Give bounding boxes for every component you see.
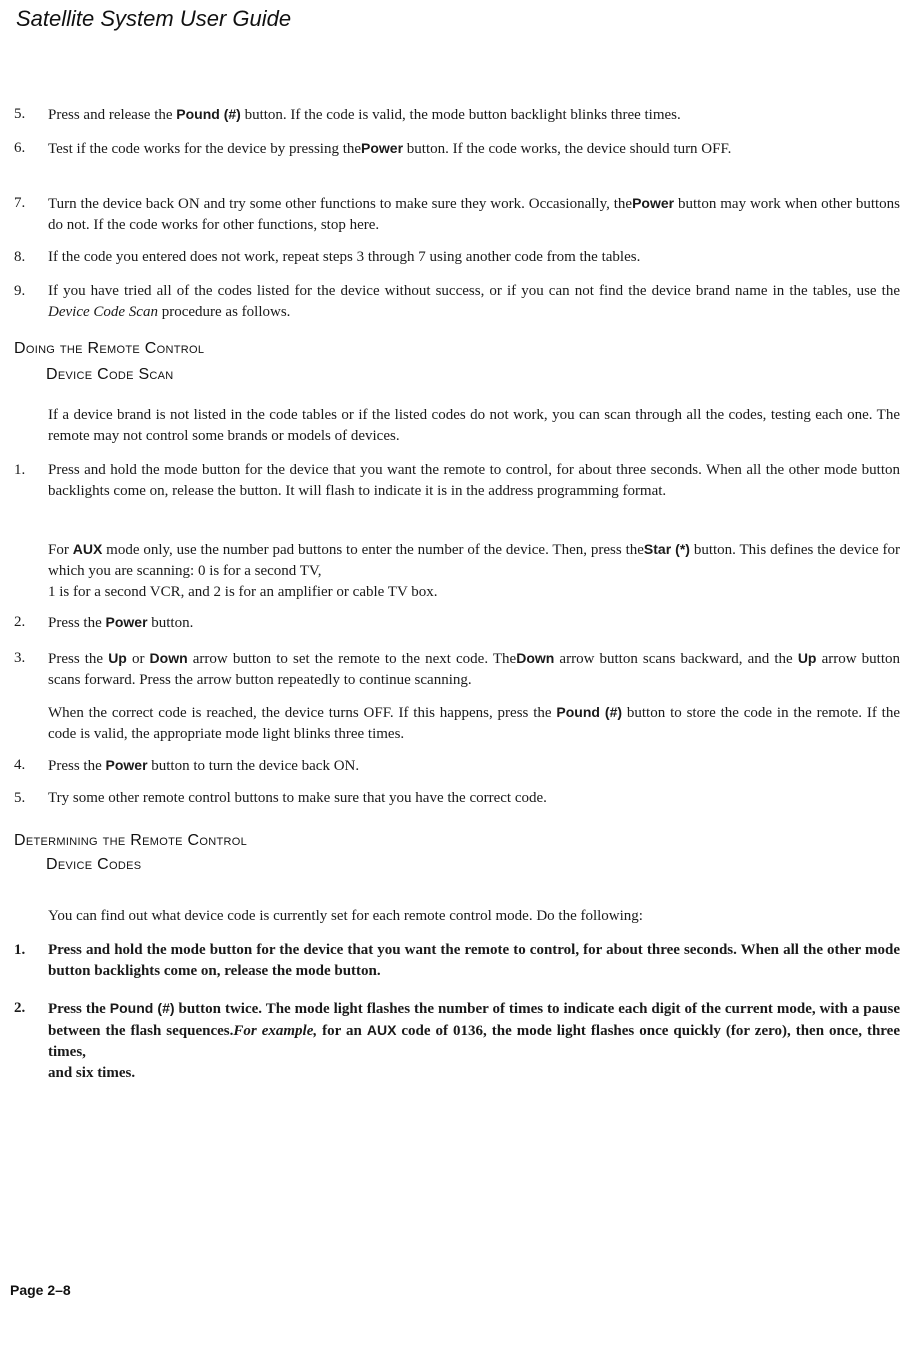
body-text: Test if the code works for the device by pressing the <box>48 141 362 157</box>
button-name-text: AUX <box>72 541 103 557</box>
step-top-8 <box>14 247 900 268</box>
step-number: 1. <box>14 942 26 958</box>
button-name-text: Power <box>105 614 148 630</box>
scan-step-5 <box>14 788 900 809</box>
codes-step-1 <box>14 940 900 982</box>
step-number: 5. <box>14 790 26 806</box>
body-text: Press the <box>48 1001 110 1017</box>
section2-intro: You can find out what device code is currently set for each remote control mode. Do the following: <box>48 908 643 924</box>
body-text: Press the <box>48 651 109 667</box>
button-name-text: Power <box>105 757 148 773</box>
scan-step-2 <box>14 612 900 634</box>
body-text: Press the <box>48 615 106 631</box>
step-text <box>48 247 900 268</box>
step-number: 4. <box>14 757 26 773</box>
section-subheading-device-code-scan: Device Code Scan <box>46 366 174 383</box>
step-text <box>48 755 900 777</box>
step-text <box>48 104 900 126</box>
step-text <box>48 138 900 160</box>
step-text <box>48 648 900 691</box>
step-text <box>48 940 900 982</box>
body-text: For <box>48 542 73 558</box>
button-name-text: Down <box>516 650 555 666</box>
body-text: button to store the code in the remote. If the code is valid, the appropriate mode light blinks three times. <box>48 705 901 742</box>
step-number: 2. <box>14 1000 26 1016</box>
scan-step-1 <box>14 460 900 502</box>
button-name-text: Power <box>632 195 675 211</box>
body-text: button. <box>147 615 194 631</box>
button-name-text: Up <box>108 650 127 666</box>
step-top-7 <box>14 193 900 236</box>
body-text: code of 0136, the mode light flashes once quickly (for zero), then once, three times, <box>48 1023 900 1060</box>
aux-mode-note <box>48 539 900 603</box>
body-text: button to turn the device back ON. <box>147 758 360 774</box>
body-text: procedure as follows. <box>157 304 291 320</box>
button-name-text: Power <box>361 140 404 156</box>
scan-step-4 <box>14 755 900 777</box>
body-text: button. If the code works, the device should turn OFF. <box>403 141 732 157</box>
body-text: button. This defines the device for which you are scanning: 0 is for a second TV, <box>48 542 900 579</box>
section1-intro: If a device brand is not listed in the code tables or if the listed codes do not work, you can scan through all the codes, testing each one. The remote may not control some brands or models of devices. <box>48 407 900 444</box>
emphasis-text: Device Code Scan <box>48 304 158 320</box>
button-name-text: Pound (#) <box>176 106 241 122</box>
body-text: or <box>126 651 150 667</box>
body-text: and six times. <box>48 1065 136 1081</box>
body-text: Turn the device back ON and try some other functions to make sure they work. Occasionally, the <box>48 196 633 212</box>
step-number: 1. <box>14 462 26 478</box>
step-number: 3. <box>14 650 26 666</box>
step-top-9 <box>14 281 900 323</box>
emphasis-text: For example, <box>233 1023 318 1039</box>
step-number: 8. <box>14 249 26 265</box>
section-heading-device-codes: Determining the Remote Control <box>14 832 248 849</box>
body-text: for an <box>317 1023 367 1039</box>
body-text: Press and hold the mode button for the device that you want the remote to control, for about three seconds. When all the other mode button backlights come on, release the button. It will flash to indicate it is in the address programming format. <box>48 462 900 499</box>
body-text: button twice. The mode light flashes the number of times to indicate each digit of the current mode, with a pause between the flash sequences. <box>48 1001 900 1039</box>
button-name-text: Up <box>797 650 817 666</box>
body-text: 1 is for a second VCR, and 2 is for an amplifier or cable TV box. <box>48 584 438 600</box>
step-number: 9. <box>14 283 26 299</box>
body-text: If you have tried all of the codes listed for the device without success, or if you can not find the device brand name in the tables, use the <box>48 283 900 299</box>
body-text: If the code you entered does not work, repeat steps 3 through 7 using another code from the tables. <box>48 249 641 265</box>
correct-code-note <box>48 702 900 745</box>
step-text <box>48 998 900 1084</box>
step-number: 5. <box>14 106 26 122</box>
step-number: 7. <box>14 195 26 211</box>
step-text <box>48 193 900 236</box>
step-text <box>48 460 900 502</box>
body-text: Press and release the <box>48 107 177 123</box>
step-text <box>48 788 900 809</box>
body-text: arrow button to set the remote to the next code. The <box>187 651 517 667</box>
body-text: Try some other remote control buttons to make sure that you have the correct code. <box>48 790 547 806</box>
step-top-5 <box>14 104 900 126</box>
section-heading-device-code-scan: Doing the Remote Control <box>14 340 205 357</box>
button-name-text: AUX <box>366 1022 397 1038</box>
step-top-6 <box>14 138 900 160</box>
step-number: 2. <box>14 614 26 630</box>
page-header-title: Satellite System User Guide <box>16 6 292 31</box>
codes-step-2 <box>14 998 900 1084</box>
body-text: button. If the code is valid, the mode button backlight blinks three times. <box>240 107 681 123</box>
button-name-text: Star (*) <box>643 541 690 557</box>
page-number: Page 2–8 <box>10 1282 71 1298</box>
body-text: Press and hold the mode button for the device that you want the remote to control, for about three seconds. When all the other mode button backlights come on, release the mode button. <box>48 942 900 979</box>
body-text: Press the <box>48 758 106 774</box>
button-name-text: Down <box>149 650 188 666</box>
step-number: 6. <box>14 140 26 156</box>
body-text: arrow button scans forward. Press the arrow button repeatedly to continue scanning. <box>48 651 900 688</box>
step-text <box>48 281 900 323</box>
step-text <box>48 612 900 634</box>
scan-step-3 <box>14 648 900 691</box>
section-subheading-device-codes: Device Codes <box>46 856 142 873</box>
button-name-text: Pound (#) <box>556 704 623 720</box>
body-text: arrow button scans backward, and the <box>554 651 798 667</box>
button-name-text: Pound (#) <box>109 1000 175 1016</box>
body-text: When the correct code is reached, the device turns OFF. If this happens, press the <box>48 705 557 721</box>
body-text: mode only, use the number pad buttons to enter the number of the device. Then, press the <box>102 542 644 558</box>
body-text: button may work when other buttons do not. If the code works for other functions, stop here. <box>48 196 900 233</box>
